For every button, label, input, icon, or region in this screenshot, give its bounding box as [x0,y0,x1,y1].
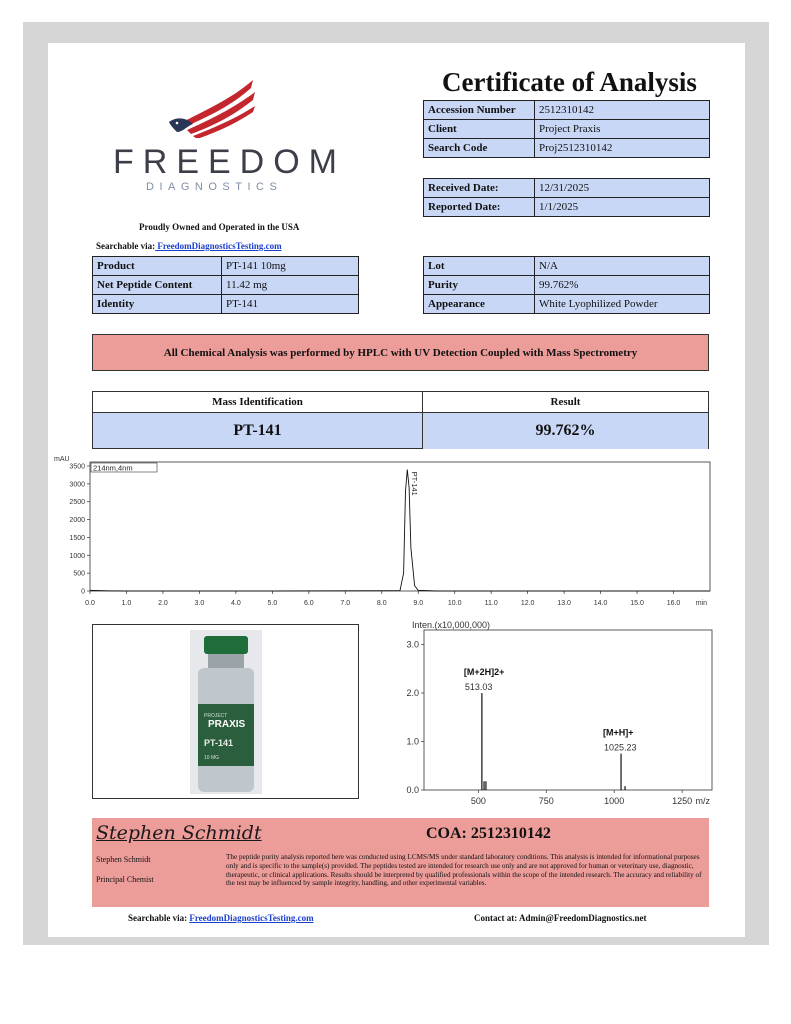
accession-label: Accession Number [424,101,535,120]
vial-dose: 10 MG [204,755,220,761]
y-tick-label: 500 [73,570,85,578]
x-tick-label: 8.0 [376,600,387,607]
results-box [92,391,709,449]
x-tick-label: 2.0 [158,600,168,607]
coa-number: COA: 2512310142 [426,825,551,842]
vial-brand-small: PROJECT [204,713,228,719]
y-tick-label: 1500 [69,534,85,542]
appearance-label: Appearance [424,295,535,314]
table-row [93,295,359,314]
mass-spectrum [390,618,720,810]
reported-label: Reported Date: [424,198,535,217]
chart-title: Inten.(x10,000,000) [412,620,491,630]
eagle-flag-logo-icon [165,78,257,138]
accession-value: 2512310142 [535,101,710,120]
search-code-value: Proj2512310142 [535,139,710,158]
x-tick-label: 6.0 [303,600,314,607]
peak-annotation-value: 1025.23 [604,742,637,753]
table-row [424,139,710,158]
x-tick-label: 1.0 [121,600,132,607]
owned-text: Proudly Owned and Operated in the USA [139,222,300,232]
y-tick-label: 0.0 [406,785,419,795]
signer-name: Stephen Schmidt [96,855,151,864]
y-tick-label: 1000 [69,552,85,560]
vial-product-name: PT-141 [204,738,234,748]
peak-label: PT-141 [410,471,420,496]
y-tick-label: 3.0 [406,639,419,650]
result-header: Result [423,392,708,412]
searchable-line [96,241,282,251]
mass-id-value: PT-141 [93,412,423,448]
mass-id-header: Mass Identification [93,392,423,412]
footer-search-label: Searchable via: [128,913,190,923]
vial-brand: PRAXIS [208,719,246,730]
plot-frame [90,462,710,591]
y-tick-label: 3500 [69,463,85,471]
x-tick-label: 13.0 [557,600,571,607]
lot-value: N/A [535,257,710,276]
footer-search [128,913,314,923]
net-peptide-value: 11.42 mg [222,276,359,295]
hplc-chromatogram [52,452,716,612]
x-tick-label: 750 [538,796,554,806]
peak-annotation-value: 513.03 [464,682,493,693]
x-tick-label: 1000 [604,796,625,806]
peak-annotation-label: [M+H]+ [603,727,634,738]
x-tick-label: 5.0 [267,600,278,607]
table-row [424,295,710,314]
x-tick-label: 500 [470,796,486,806]
logo-wordmark: FREEDOM [113,143,346,181]
y-tick-label: 3000 [69,481,85,489]
table-row [424,198,710,217]
lot-table [423,256,710,314]
page-title: Certificate of Analysis [442,67,697,97]
reported-value: 1/1/2025 [535,198,710,217]
y-axis-label: mAU [54,456,70,463]
x-tick-label: 9.0 [413,600,424,607]
table-row [424,179,710,198]
disclaimer: The peptide purity analysis reported here was conducted using LCMS/MS under standard laboratory conditions. This analysis is intended for informational purposes only and is specific to the sample(s) provided. The peptides tested are intended for research use only and are not approved for human or veterinary use, diagnostic, therapeutic, or clinical applications. Results should be interpreted by qualified professionals within the scope of the intended research. The accuracy and reliability of the test may be influenced by sample integrity, handling, and other experimental variables. [226,853,702,888]
footer-contact: Contact at: Admin@FreedomDiagnostics.net [474,913,647,923]
signature-box [92,818,709,907]
peak-annotation-label: [M+2H]2+ [463,667,505,678]
footer-search-link[interactable]: FreedomDiagnosticsTesting.com [189,913,314,923]
x-tick-label: 11.0 [484,600,498,607]
received-label: Received Date: [424,179,535,198]
vial-image [190,630,262,794]
result-value: 99.762% [423,412,708,449]
appearance-value: White Lyophilized Powder [535,295,710,314]
dates-table [423,178,710,217]
y-tick-label: 0 [81,588,85,596]
table-row [93,257,359,276]
identity-label: Identity [93,295,222,314]
table-row [93,276,359,295]
client-value: Project Praxis [535,120,710,139]
y-tick-label: 1.0 [406,736,419,747]
table-row [424,101,710,120]
x-tick-label: 4.0 [231,600,241,607]
searchable-label: Searchable via: [96,241,156,251]
table-row [424,120,710,139]
lot-label: Lot [424,257,535,276]
y-tick-label: 2000 [69,517,85,525]
plot-frame [424,630,712,790]
y-tick-label: 2.0 [406,688,419,699]
signature: Stephen Schmidt [96,822,262,844]
x-tick-label: 10.0 [447,600,462,607]
x-axis-unit: min [695,600,707,607]
chromatogram-trace [90,470,710,591]
signer-role: Principal Chemist [96,875,154,884]
product-table [92,256,359,314]
purity-label: Purity [424,276,535,295]
product-value: PT-141 10mg [222,257,359,276]
x-axis-unit: m/z [695,796,710,806]
method-banner: All Chemical Analysis was performed by HPLC with UV Detection Coupled with Mass Spectrometry [92,334,709,371]
x-tick-label: 1250 [672,796,693,806]
x-tick-label: 14.0 [593,600,608,607]
x-tick-label: 12.0 [520,600,535,607]
x-tick-label: 16.0 [666,600,681,607]
product-image-box [92,624,359,799]
product-label: Product [93,257,222,276]
x-tick-label: 15.0 [630,600,644,607]
searchable-link[interactable]: FreedomDiagnosticsTesting.com [155,241,282,251]
search-code-label: Search Code [424,139,535,158]
net-peptide-label: Net Peptide Content [93,276,222,295]
table-row [424,257,710,276]
x-tick-label: 7.0 [340,600,351,607]
x-tick-label: 3.0 [194,600,205,607]
y-tick-label: 2500 [69,499,85,507]
purity-value: 99.762% [535,276,710,295]
accession-table [423,100,710,158]
logo-subtitle: DIAGNOSTICS [146,181,283,193]
legend-label: 214nm,4nm [93,463,133,473]
x-tick-label: 0.0 [85,600,95,607]
received-value: 12/31/2025 [535,179,710,198]
client-label: Client [424,120,535,139]
table-row [424,276,710,295]
identity-value: PT-141 [222,295,359,314]
